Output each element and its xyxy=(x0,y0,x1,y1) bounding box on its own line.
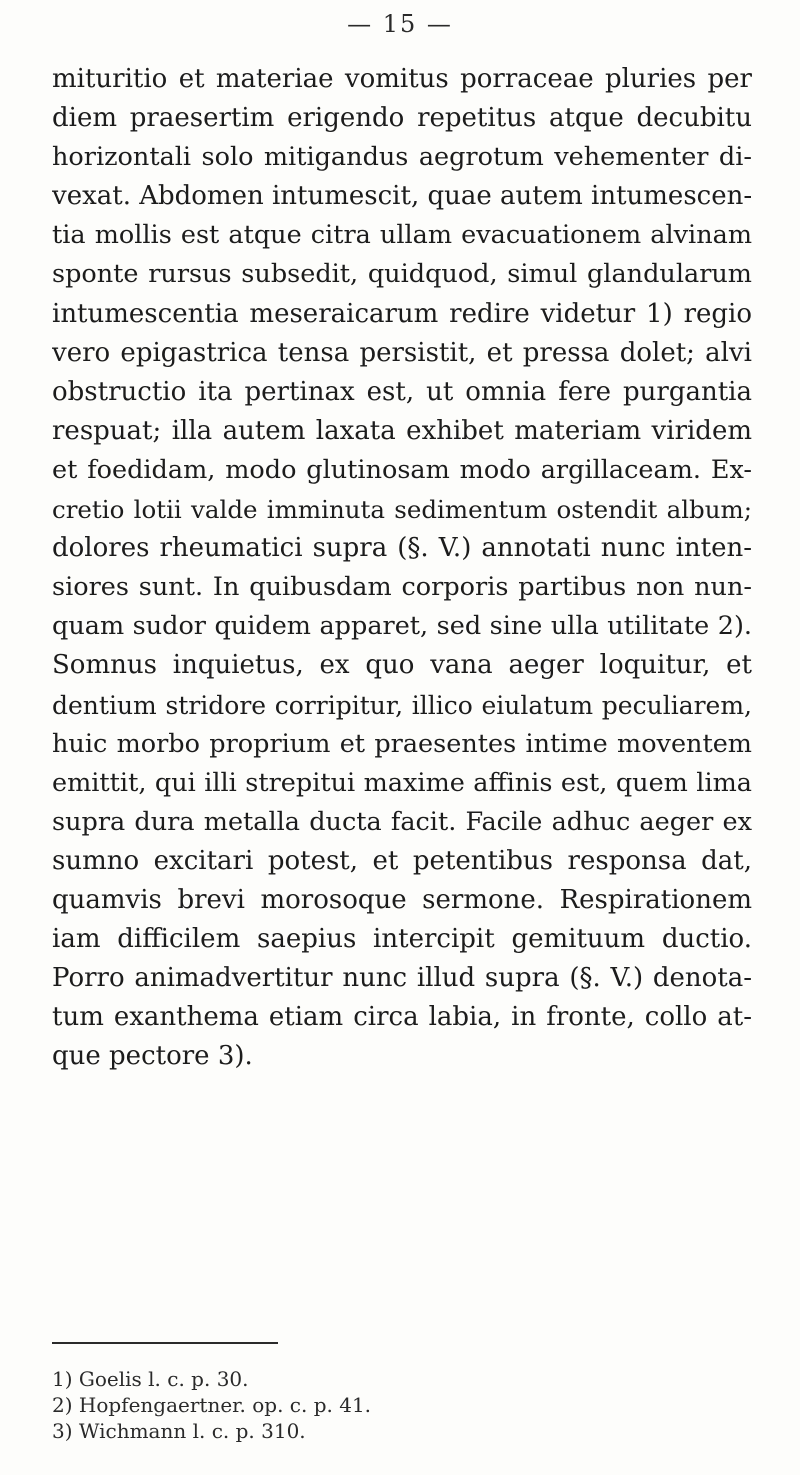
text-line: sumno excitari potest, et petentibus responsa dat, xyxy=(52,845,752,876)
text-line-last: que pectore 3). xyxy=(52,1041,253,1072)
body-text xyxy=(52,60,752,1076)
text-line: huic morbo proprium et praesentes intime moventem xyxy=(52,728,752,759)
text-line: dentium stridore corripitur, illico eiulatum peculiarem, xyxy=(52,690,752,720)
text-line: et foedidam, modo glutinosam modo argillaceam. Ex- xyxy=(52,454,752,485)
text-line: cretio lotii valde imminuta sedimentum ostendit album; xyxy=(52,495,752,525)
text-line: vexat. Abdomen intumescit, quae autem intumescen- xyxy=(52,181,752,212)
footnote-3: 3) Wichmann l. c. p. 310. xyxy=(52,1419,306,1443)
text-line: Porro animadvertitur nunc illud supra (§. V.) denota- xyxy=(52,963,752,994)
text-line: quamvis brevi morosoque sermone. Respirationem xyxy=(52,884,752,915)
text-line: iam difficilem saepius intercipit gemituum ductio. xyxy=(52,924,752,955)
page-number: — 15 — xyxy=(347,10,453,38)
text-line: quam sudor quidem apparet, sed sine ulla utilitate 2). xyxy=(52,611,752,642)
text-line: Somnus inquietus, ex quo vana aeger loquitur, et xyxy=(52,650,752,681)
text-line: emittit, qui illi strepitui maxime affinis est, quem lima xyxy=(52,767,752,798)
footnote-divider xyxy=(52,1342,278,1344)
text-line: mituritio et materiae vomitus porraceae pluries per xyxy=(52,64,752,94)
text-line: diem praesertim erigendo repetitus atque decubitu xyxy=(52,103,752,134)
text-line: siores sunt. In quibusdam corporis partibus non nun- xyxy=(52,572,752,603)
text-line: obstructio ita pertinax est, ut omnia fere purgantia xyxy=(52,376,752,407)
footnote-1: 1) Goelis l. c. p. 30. xyxy=(52,1367,249,1391)
text-line: dolores rheumatici supra (§. V.) annotati nunc inten- xyxy=(52,533,752,564)
text-line: supra dura metalla ducta facit. Facile adhuc aeger ex xyxy=(52,806,752,837)
text-line: horizontali solo mitigandus aegrotum vehementer di- xyxy=(52,142,752,173)
text-line: intumescentia meseraicarum redire videtur 1) regio xyxy=(52,298,752,329)
text-line: respuat; illa autem laxata exhibet materiam viridem xyxy=(52,415,752,446)
text-line: sponte rursus subsedit, quidquod, simul glandularum xyxy=(52,259,752,290)
footnote-2: 2) Hopfengaertner. op. c. p. 41. xyxy=(52,1393,372,1417)
text-line: tum exanthema etiam circa labia, in fronte, collo at- xyxy=(52,1002,752,1033)
footnotes xyxy=(52,1366,472,1444)
text-line: tia mollis est atque citra ullam evacuationem alvinam xyxy=(52,220,752,251)
text-line: vero epigastrica tensa persistit, et pressa dolet; alvi xyxy=(52,337,752,368)
